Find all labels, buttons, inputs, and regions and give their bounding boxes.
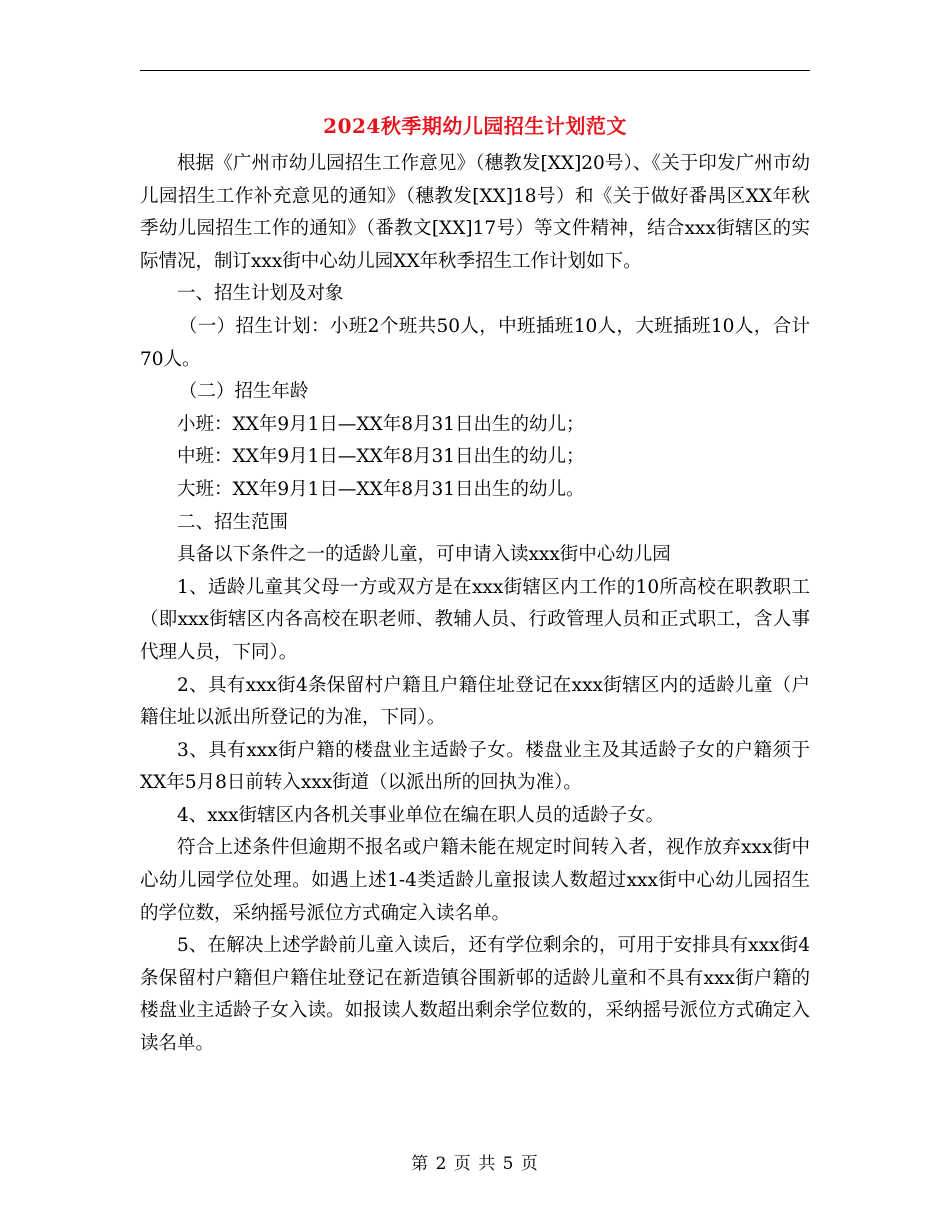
paragraph: 符合上述条件但逾期不报名或户籍未能在规定时间转入者，视作放弃xxx街中心幼儿园学位处理。如遇上述1-4类适龄儿童报读人数超过xxx街中心幼儿园招生的学位数，采纳摇号派位方式确定入读名单。 — [140, 837, 810, 924]
paragraph: 1、适龄儿童其父母一方或双方是在xxx街辖区内工作的10所高校在职教职工（即xxx街辖区内各高校在职老师、教辅人员、行政管理人员和正式职工，含人事代理人员，下同）。 — [140, 576, 810, 663]
list-item: 大班：XX年9月1日—XX年8月31日出生的幼儿。 — [177, 478, 585, 500]
document-title: 2024秋季期幼儿园招生计划范文 — [323, 114, 627, 138]
section-heading: 二、招生范围 — [177, 511, 289, 533]
document-body — [140, 148, 810, 1061]
list-item: 中班：XX年9月1日—XX年8月31日出生的幼儿； — [177, 446, 585, 468]
sub-heading: （二）招生年龄 — [178, 381, 309, 403]
section-heading: 一、招生计划及对象 — [177, 283, 344, 305]
paragraph: 4、xxx街辖区内各机关事业单位在编在职人员的适龄子女。 — [177, 804, 665, 826]
header-rule — [140, 70, 810, 71]
paragraph: 2、具有xxx街4条保留村户籍且户籍住址登记在xxx街辖区内的适龄儿童（户籍住址以派出所登记的为准，下同）。 — [140, 674, 810, 729]
paragraph: （一）招生计划：小班2个班共50人，中班插班10人，大班插班10人，合计70人。 — [140, 315, 810, 370]
paragraph: 根据《广州市幼儿园招生工作意见》（穗教发[XX]20号）、《关于印发广州市幼儿园招生工作补充意见的通知》（穗教发[XX]18号）和《关于做好番禺区XX年秋季幼儿园招生工作的通知》（番教文[XX]17号）等文件精神，结合xxx街辖区的实际情况，制订xxx街中心幼儿园XX年秋季招生工作计划如下。 — [140, 153, 810, 272]
page-number-footer: 第 2 页 共 5 页 — [411, 1154, 539, 1174]
paragraph: 具备以下条件之一的适龄儿童，可申请入读xxx街中心幼儿园 — [177, 544, 671, 566]
list-item: 小班：XX年9月1日—XX年8月31日出生的幼儿； — [177, 413, 585, 435]
paragraph: 3、具有xxx街户籍的楼盘业主适龄子女。楼盘业主及其适龄子女的户籍须于XX年5月8日前转入xxx街道（以派出所的回执为准）。 — [140, 739, 810, 794]
paragraph: 5、在解决上述学龄前儿童入读后，还有学位剩余的，可用于安排具有xxx街4条保留村户籍但户籍住址登记在新造镇谷围新邨的适龄儿童和不具有xxx街户籍的楼盘业主适龄子女入读。如报读人数超出剩余学位数的，采纳摇号派位方式确定入读名单。 — [140, 935, 810, 1055]
